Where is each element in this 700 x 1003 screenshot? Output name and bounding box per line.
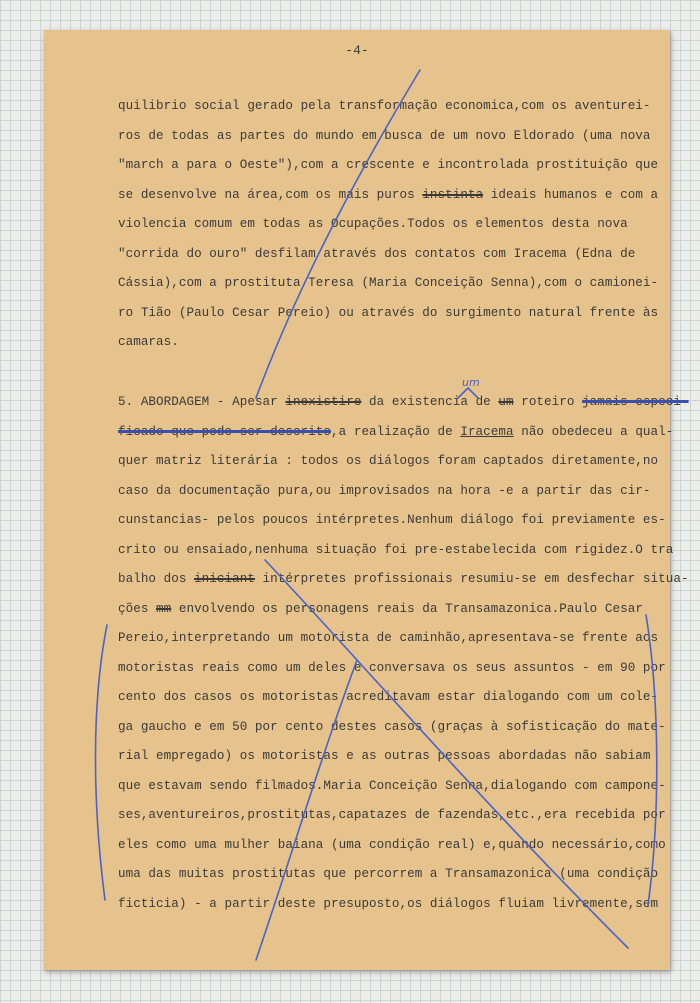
text-line: caso da documentação pura,ou improvisados na hora -e a partir das cir-	[118, 483, 651, 498]
page-number: -4-	[345, 43, 369, 58]
ink-struck-text: jamais especi-	[582, 395, 689, 409]
text-line	[118, 181, 659, 211]
text-line: ros de todas as partes do mundo em busca de um novo Eldorado (uma nova	[118, 128, 651, 143]
text-line: violencia comum em todas as Ocupações.Todos os elementos desta nova	[118, 217, 628, 231]
typewritten-page	[44, 30, 689, 970]
text-line	[118, 565, 689, 595]
text-line	[118, 595, 643, 625]
text-line	[118, 418, 674, 448]
film-title: Iracema	[460, 424, 514, 439]
text-line: cunstancias- pelos poucos intérpretes.Nenhum diálogo foi previamente es-	[118, 513, 666, 527]
struck-word: instinta	[422, 187, 484, 202]
text-line: uma das muitas prostitutas que percorrem a Transamazonica (uma condição	[118, 867, 659, 881]
text-fragment: envolvendo os personagens reais da Transamazonica.Paulo Cesar	[171, 601, 643, 616]
text-fragment: balho dos	[118, 572, 187, 586]
text-fragment: roteiro	[513, 395, 583, 409]
text-fragment: da existencia de	[361, 395, 499, 409]
paragraph-1	[118, 92, 659, 358]
text-line: ga gaucho e em 50 por cento destes casos (graças à sofisticação do mate-	[118, 719, 666, 734]
section-heading: 5. ABORDAGEM	[118, 395, 210, 409]
text-fragment: intérpretes profissionais resumiu-se em desfechar situa-	[254, 572, 689, 586]
struck-word: um	[498, 395, 514, 409]
struck-word: iniciant	[194, 572, 255, 586]
text-fragment: não obedeceu a qual-	[513, 424, 674, 439]
text-line: motoristas reais como um deles e conversava os seus assuntos - em 90 por	[118, 660, 666, 675]
text-line: cento dos casos os motoristas acreditavam estar dialogando com um cole-	[118, 690, 659, 704]
text-line: "corrida do ouro" desfilam através dos contatos com Iracema (Edna de	[118, 246, 636, 261]
text-line: ficticia) - a partir deste presuposto,os diálogos fluiam livremente,sem	[118, 896, 659, 911]
text-line: ses,aventureiros,prostitutas,capatazes de fazendas,etc.,era recebida por	[118, 808, 666, 822]
text-fragment: - Apesar	[209, 395, 286, 409]
struck-word: mm	[156, 601, 172, 616]
text-fragment: ções	[118, 601, 149, 616]
paragraph-2	[118, 388, 689, 919]
text-line: crito ou ensaiado,nenhuma situação foi pre-estabelecida com rigidez.O tra	[118, 542, 674, 557]
struck-word: inexistire	[285, 395, 362, 409]
text-line: que estavam sendo filmados.Maria Conceição Senna,dialogando com campone-	[118, 778, 666, 793]
text-line: Cássia),com a prostituta Teresa (Maria Conceição Senna),com o camionei-	[118, 276, 659, 290]
text-line: quilibrio social gerado pela transformação economica,com os aventurei-	[118, 99, 651, 113]
text-line: rial empregado) os motoristas e as outras pessoas abordadas não sabiam	[118, 749, 651, 763]
text-line: camaras.	[118, 335, 179, 349]
text-line: Pereio,interpretando um motorista de caminhão,apresentava-se frente aos	[118, 631, 659, 645]
text-line: eles como uma mulher baiana (uma condição real) e,quando necessário,como	[118, 837, 666, 852]
text-line: quer matriz literária : todos os diálogos foram captados diretamente,no	[118, 454, 659, 468]
text-fragment: se desenvolve na área,com os mais puros	[118, 187, 415, 202]
text-fragment: ideais humanos e com a	[490, 187, 659, 202]
text-line: "march a para o Oeste"),com a crescente e incontrolada prostituição que	[118, 158, 659, 172]
ink-handwritten-annotation: um	[462, 376, 480, 389]
ink-struck-text: ficado que pode ser descrito	[118, 424, 332, 439]
section-heading-line	[118, 388, 689, 418]
text-fragment: ,a realização de	[331, 424, 461, 439]
text-line: ro Tião (Paulo Cesar Pereio) ou através do surgimento natural frente às	[118, 305, 659, 320]
